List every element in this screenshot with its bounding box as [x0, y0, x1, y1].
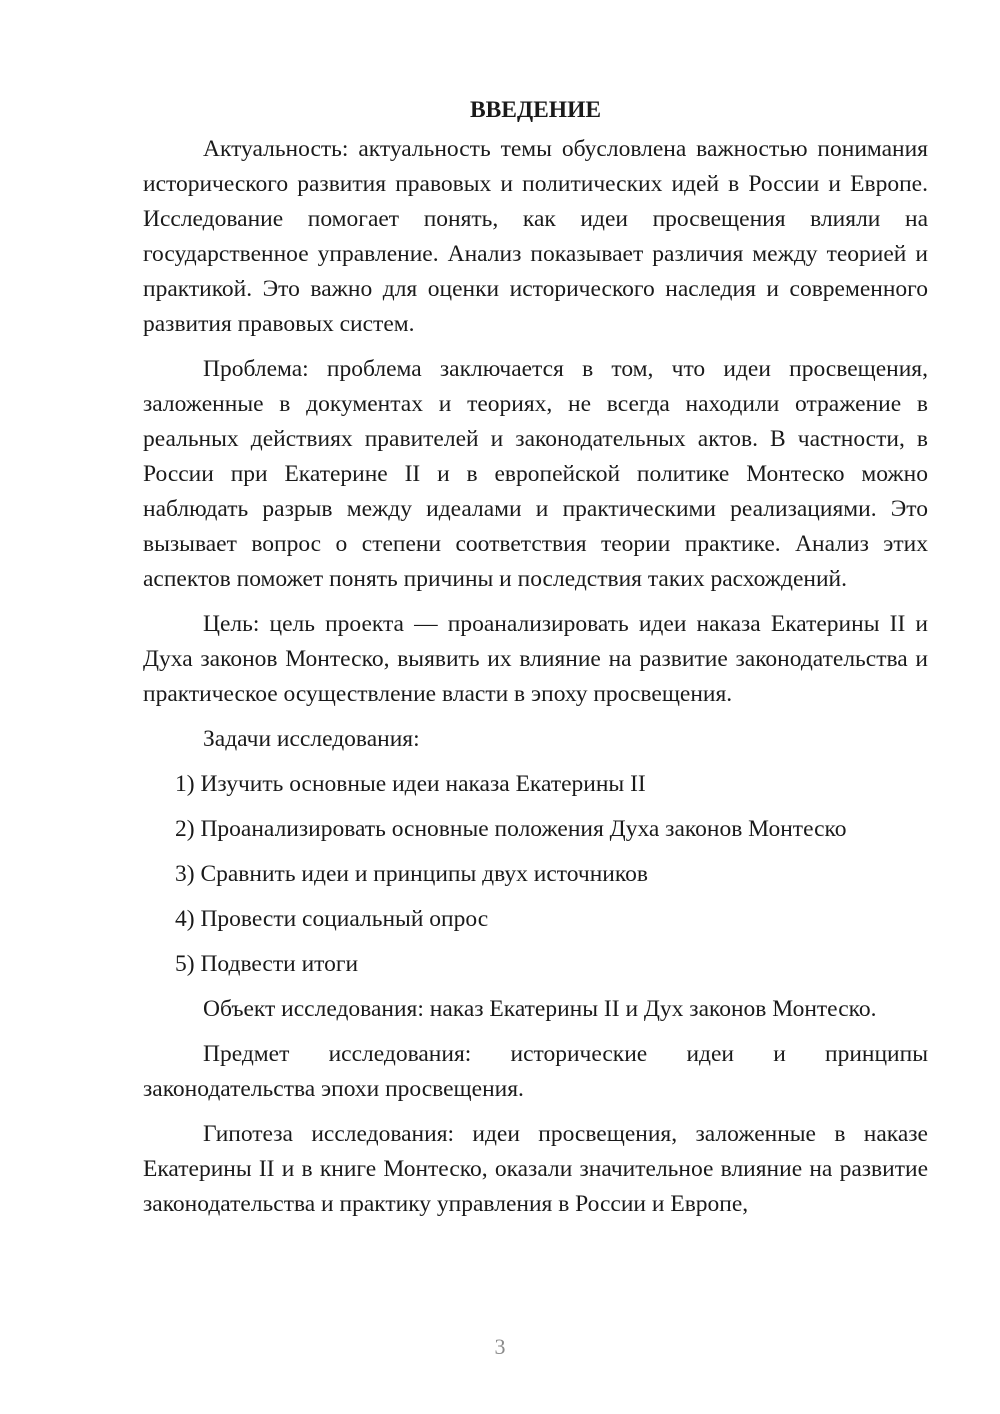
- document-page: [143, 92, 928, 1232]
- list-item: 4) Провести социальный опрос: [175, 906, 489, 932]
- list-item: 3) Сравнить идеи и принципы двух источников: [175, 861, 648, 887]
- tasks-intro: Задачи исследования:: [203, 726, 420, 752]
- list-item: 5) Подвести итоги: [175, 951, 359, 977]
- paragraph-relevance: Актуальность: актуальность темы обусловлена важностью понимания исторического развития правовых и политических идей в России и Европе. Исследование помогает понять, как идеи просвещения влияли на государственное управление. Анализ показывает различия между теорией и практикой. Это важно для оценки исторического наследия и современного развития правовых систем.: [143, 136, 928, 337]
- page-number: 3: [494, 1334, 506, 1359]
- paragraph-subject: Предмет исследования: исторические идеи и принципы законодательства эпохи просвещения.: [143, 1041, 928, 1102]
- tasks-list: [143, 767, 928, 982]
- paragraph-problem: Проблема: проблема заключается в том, что идеи просвещения, заложенные в документах и теориях, не всегда находили отражение в реальных действиях правителей и законодательных актов. В частности, в России при Екатерине II и в европейской политике Монтеско можно наблюдать разрыв между идеалами и практическими реализациями. Это вызывает вопрос о степени соответствия теории практике. Анализ этих аспектов поможет понять причины и последствия таких расхождений.: [143, 356, 928, 592]
- list-item: 2) Проанализировать основные положения Духа законов Монтеско: [175, 816, 847, 842]
- list-item: 1) Изучить основные идеи наказа Екатерины II: [175, 771, 646, 797]
- paragraph-hypothesis: Гипотеза исследования: идеи просвещения, заложенные в наказе Екатерины II и в книге Монтеско, оказали значительное влияние на развитие законодательства и практику управления в России и Европе,: [143, 1121, 928, 1217]
- paragraph-object: Объект исследования: наказ Екатерины II и Дух законов Монтеско.: [203, 996, 877, 1022]
- section-heading: ВВЕДЕНИЕ: [469, 97, 602, 123]
- paragraph-goal: Цель: цель проекта — проанализировать идеи наказа Екатерины II и Духа законов Монтеско, выявить их влияние на развитие законодательства и практическое осуществление власти в эпоху просвещения.: [143, 611, 928, 707]
